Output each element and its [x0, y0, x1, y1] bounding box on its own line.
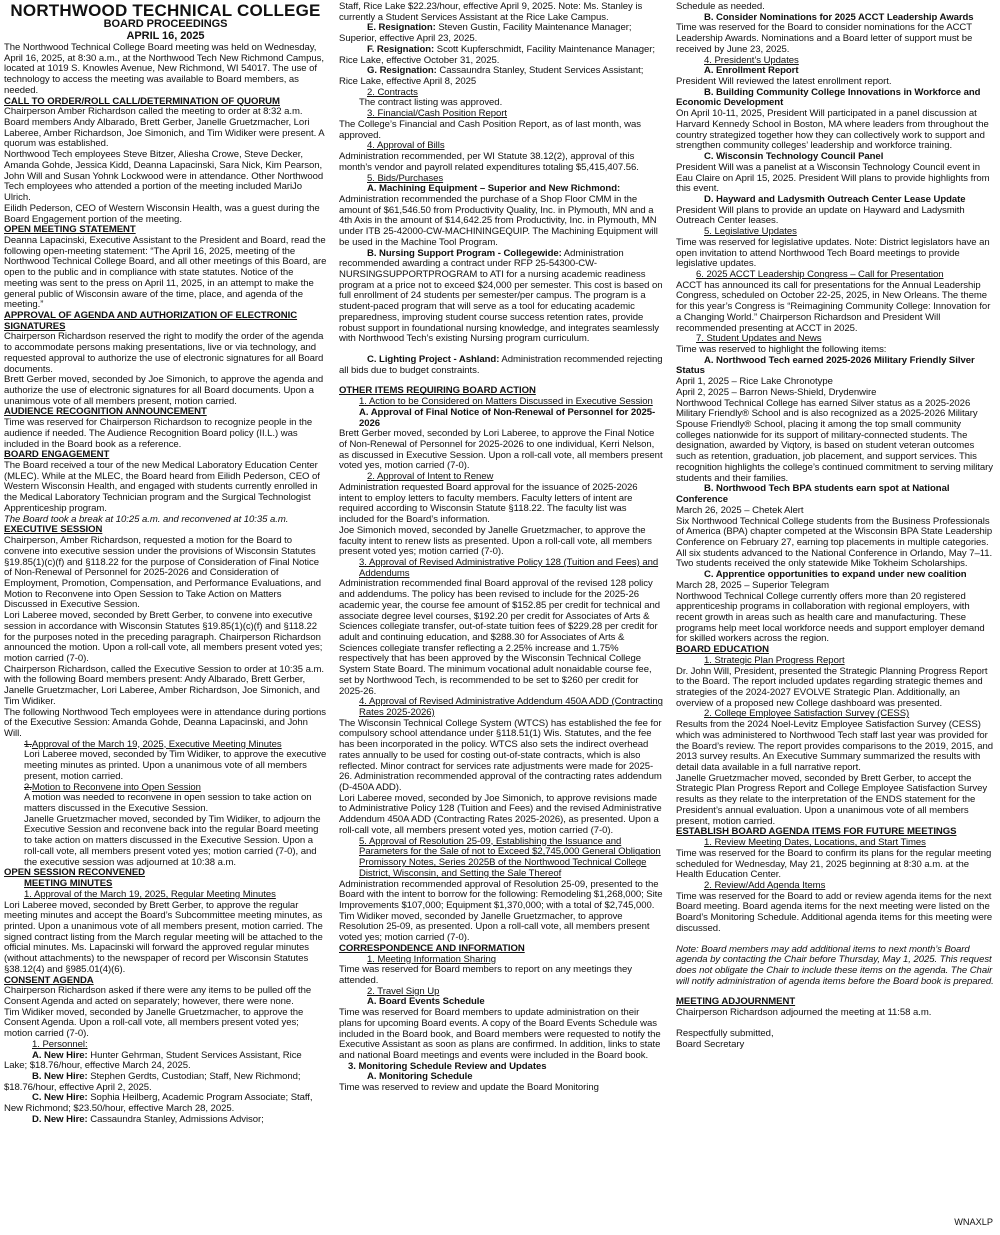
agenda-item-title: 1. Meeting Information Sharing [367, 953, 497, 965]
paragraph: Time was reserved for Board members to report on any meetings they attended. [339, 964, 632, 986]
agenda-item-title: 1. Strategic Plan Progress Report [704, 654, 845, 666]
paragraph: Chairperson Richardson, called the Executive Session to order at 10:35 a.m. with the following Board members present: Andy Albarado, Brett Gerber, Janelle Gruetzmacher, Lori Laberee, Amber Richardson, Joe Simonich, and Tim Widiker. [4, 663, 324, 707]
paragraph: President Will was a panelist at a Wisconsin Technology Council event in Eau Claire on April 15, 2025. President Will plans to provide highlights from this event. [676, 161, 990, 195]
item-text: Cassaundra Stanley, Student Services Assistant; Rice Lake, effective April 8, 2025 [339, 65, 644, 88]
labeled-item [339, 23, 663, 44]
paragraph: Administration requested Board approval for the issuance of 2025-2026 intent to employ letters to faculty members. Faculty letters of intent are required according to Wisconsin Statute §118.22. The faculty list was included for the Board’s information. [339, 481, 638, 526]
paragraph: Northwood Technical College currently offers more than 20 registered apprenticeship programs in collaboration with regional employers, with recent growth in areas such as health care and manufacturing. These programs help meet local workforce needs and support employer demand for skilled workers across the region. [676, 590, 985, 645]
paragraph: Schedule as needed. [676, 1, 765, 12]
labeled-item [339, 355, 663, 376]
labeled-item [676, 484, 996, 505]
labeled-item [676, 88, 996, 109]
paragraph: March 26, 2025 – Chetek Alert [676, 504, 804, 516]
section-heading: OPEN MEETING STATEMENT [4, 224, 136, 236]
item-text: Steven Gustin, Facility Maintenance Manager; Superior, effective April 23, 2025. [339, 22, 632, 45]
agenda-item-title: 4. President’s Updates [704, 54, 799, 66]
paragraph: Northwood Technical College has earned Silver status as a 2025-2026 Military Friendly® School and is also recognized as a 2025-2026 Military Spouse Friendly® School, placing it among the top small community colleges nationwide for its support of military-connected students. The designation, awarded by Viqtory, is based on student veteran outcomes such as retention, graduation, job placement, and support services. This recognition highlights the college’s continued commitment to serving military students and their families. [676, 397, 994, 484]
paragraph: Lori Laberee moved, seconded by Joe Simonich, to approve revisions made to Administrative Policy 128 (Tuition and Fees) and the revised Administrative Addendum 450A ADD (Contracting Rates 2025-2026), as presented. Upon a roll-call vote, all members present voted yes, motion carried (7-0). [339, 792, 662, 836]
paragraph: Chairperson, Amber Richardson, requested a motion for the Board to convene into executive session under the provisions of Wisconsin Statutes §19.85(1)(c)(f) and §118.22 for the purpose of Consideration of Final Notice of Non-Renewal of Personnel for 2025-2026 and Consideration of Employment, Promotion, Compensation, and Performance Evaluations, and Motion to Reconvene into Open Session to Take Action on Matters Discussed in Executive Session. [4, 535, 322, 611]
document-date: APRIL 16, 2025 [126, 29, 205, 42]
paragraph: Time was reserved for Chairperson Richardson to recognize people in the audience if needed. The Audience Recognition Board policy (II.L.) was included in the Board book as a reference. [4, 417, 313, 450]
note-paragraph: The Board took a break at 10:25 a.m. and reconvened at 10:35 a.m. [4, 513, 289, 525]
item-heading: A. Board Events Schedule [367, 996, 485, 1008]
paragraph: President Will reviewed the latest enrollment report. [676, 76, 892, 88]
agenda-item-title: 1. Action to be Considered on Matters Discussed in Executive Session [359, 396, 653, 408]
item-label: B. Building Community College Innovations in Workforce and Economic Development [676, 86, 981, 109]
paragraph: Administration recommended approval of Resolution 25-09, presented to the Board with the intent to borrow for the following: Remodeling $1,268,000; Site Improvements $107,000; Equipment $1,370,000; with a total of $2,745,000. [339, 878, 663, 911]
paragraph: Results from the 2024 Noel-Levitz Employee Satisfaction Survey (CESS) which was administered to Northwood Tech staff last year was provided for the Board’s review. The report provides comparisons to the 2019, 2015, and 2013 survey results. An Executive Summary summarized the results with detail data available in a full narrative report. [676, 719, 994, 774]
agenda-item-title: 7. Student Updates and News [696, 333, 822, 345]
item-text: Sophia Heilberg, Academic Program Associate; Staff, New Richmond; $23.50/hour, effective March 28, 2025. [4, 1092, 313, 1115]
paragraph: Eilidh Pederson, CEO of Western Wisconsin Health, was a guest during the Board Engagement portion of the meeting. [4, 202, 320, 225]
agenda-item-title: 3. Approval of Revised Administrative Policy 128 (Tuition and Fees) and Addendums [359, 556, 659, 579]
paragraph: Administration recommended, per WI Statute 38.12(2), approval of this month’s vendor and payroll related expenditures totaling $5,415,407.56. [339, 151, 639, 173]
paragraph: Board Secretary [676, 1038, 745, 1050]
item-title: Motion to Reconvene into Open Session [31, 781, 201, 793]
paragraph: Time was reserved for the Board to consider nominations for the ACCT Leadership Awards. Nominations and a Board letter of support must be received by June 23, 2025. [676, 22, 973, 55]
agenda-item-title: 2. Review/Add Agenda Items [704, 879, 826, 891]
paragraph: The following Northwood Tech employees were in attendance during portions of the Executive Session: Amanda Gohde, Deanna Lapacinski, and John Will. [4, 706, 327, 739]
paragraph: Time was reserved to review and update the Board Monitoring [339, 1082, 599, 1094]
item-label: D. Hayward and Ladysmith Outreach Center Lease Update [704, 193, 966, 205]
paragraph: Time was reserved for legislative updates. Note: District legislators have an open invitation to attend Northwood Tech Board meetings to provide legislative updates. [676, 236, 990, 270]
column-3-text [676, 2, 996, 1050]
labeled-item [676, 356, 996, 377]
agenda-item-title: 2. Approval of Intent to Renew [367, 471, 494, 483]
item-label: E. Resignation: [367, 22, 436, 34]
agenda-item-title: 4. Approval of Bills [367, 140, 445, 152]
agenda-item-title: 3. Financial/Cash Position Report [367, 108, 508, 120]
section-heading: CORRESPONDENCE AND INFORMATION [339, 942, 525, 954]
item-label: B. Nursing Support Program - Collegewide: [367, 247, 562, 259]
agenda-item-title: 1. Approval of the March 19, 2025, Regular Meeting Minutes [24, 888, 276, 900]
item-label: B. Northwood Tech BPA students earn spot at National Conference [676, 483, 950, 506]
paragraph: Time was reserved for Board members to update administration on their plans for upcoming Board events. A copy of the Board Events Schedule was included in the Board book, and Board members were requested to notify the Executive Assistant as soon as plans are confirmed. In addition, links to state and national Board meetings and events were included in the Board book. [339, 1007, 661, 1061]
section-heading: OPEN SESSION RECONVENED [4, 867, 146, 879]
item-title: Approval of the March 19, 2025, Executive Meeting Minutes [31, 738, 282, 750]
paragraph: The Board received a tour of the new Medical Laboratory Education Center (MLEC). While at the MLEC, the Board heard from Eilidh Pederson, CEO of Western Wisconsin Health, and engaged with students currently enrolled in the Medical Laboratory Technician program and the Surgical Technologist Apprenticeship program. [4, 460, 320, 514]
publication-code: WNAXLP [954, 1217, 993, 1227]
item-label: A. Northwood Tech earned 2025-2026 Military Friendly Silver Status [676, 354, 975, 377]
item-label: A. Machining Equipment – Superior and New Richmond: [367, 183, 621, 195]
paragraph: Six Northwood Technical College students from the Business Professionals of America (BPA) chapter competed at the Wisconsin BPA State Leadership Conference on February 27, earning top placements in multiple categories. All six students advanced to the National Conference in Orlando, May 7–11. Two students received the only statewide Mike Tokheim Scholarships. [676, 515, 993, 570]
paragraph: Janelle Gruetzmacher moved, seconded by Brett Gerber, to accept the Strategic Plan Progress Report and College Employee Satisfaction Survey results as they relate to the interpretation of the ENDS statement for the President’s annual evaluation. Upon a unanimous vote of all members present, motion carried. [676, 772, 988, 827]
paragraph: Brett Gerber moved, seconded by Joe Simonich, to approve the agenda and authorize the use of electronic signatures for all Board documents. Upon a unanimous vote of all members present, motion carried. [4, 374, 324, 407]
item-label: C. Apprentice opportunities to expand under new coalition [704, 569, 967, 581]
section-heading: APPROVAL OF AGENDA AND AUTHORIZATION OF ELECTRONIC SIGNATURES [4, 309, 298, 332]
item-text: Scott Kupferschmidt, Facility Maintenance Manager; Rice Lake, effective October 31, 2025. [339, 43, 655, 66]
section-subheading: MEETING MINUTES [24, 878, 113, 890]
struck-number: 1. [24, 738, 32, 750]
labeled-item [4, 1115, 327, 1126]
item-heading: 3. Monitoring Schedule Review and Updates [348, 1060, 547, 1072]
agenda-item-title: 6. 2025 ACCT Leadership Congress – Call for Presentation [696, 268, 944, 280]
paragraph: Lori Laberee moved, seconded by Brett Gerber, to convene into executive session in accordance with Wisconsin Statutes §19.85(1)(c)(f) and §118.22 for the purposes noted in the preceding paragraph. Chairperson Richardson announced the motion. Upon a roll-call vote, all members present voted yes; motion carried (7-0). [4, 610, 323, 664]
paragraph: Deanna Lapacinski, Executive Assistant to the President and Board, read the following open-meeting statement: “The April 16, 2025, meeting of the Northwood Technical College Board, and all other meetings of this Board, are open to the public and in compliance with state statutes. Notice of the meeting was sent to the press on April 11, 2025, in an attempt to make the general public of Wisconsin aware of the time, place, and agenda of the meeting.” [4, 234, 327, 311]
labeled-item [4, 1072, 327, 1093]
paragraph: Respectfully submitted, [676, 1027, 774, 1039]
item-label: C. Lighting Project - Ashland: [367, 354, 500, 365]
paragraph: Chairperson Richardson reserved the right to modify the order of the agenda to accommodate persons making presentations, live or via technology, and requested approval to authorize the use of electronic signatures for all Board documents. [4, 331, 324, 375]
paragraph: Chairperson Richardson adjourned the meeting at 11:58 a.m. [676, 1007, 932, 1019]
document-subtitle: BOARD PROCEEDINGS [103, 18, 228, 30]
agenda-item-title: 1. Personnel: [32, 1038, 88, 1050]
paragraph: March 28, 2025 – Superior Telegram [676, 579, 830, 591]
section-heading: MEETING ADJOURNMENT [676, 996, 796, 1008]
agenda-item-title: 5. Legislative Updates [704, 226, 797, 238]
labeled-item [4, 1051, 327, 1072]
paragraph: Time was reserved for the Board to add or review agenda items for the next Board meeting. Board agenda items for the next meeting were listed on the Board’s Monitoring Schedule. Additional agenda items for this meeting were discussed. [676, 890, 993, 934]
agenda-item-title: 1. Review Meeting Dates, Locations, and Start Times [704, 837, 926, 849]
labeled-item [339, 66, 663, 87]
column-1 [4, 2, 327, 1126]
paragraph: Time was reserved for the Board to confirm its plans for the regular meeting scheduled for Wednesday, May 21, 2025 beginning at 8:30 a.m. at the Health Education Center. [676, 847, 992, 881]
section-heading: EXECUTIVE SESSION [4, 524, 103, 536]
item-label: B. New Hire: [32, 1071, 88, 1082]
paragraph: April 2, 2025 – Barron News-Shield, Drydenwire [676, 386, 877, 398]
labeled-item [339, 45, 663, 66]
section-heading: CONSENT AGENDA [4, 974, 94, 986]
note-paragraph: Note: Board members may add additional items to next month’s Board agenda by contacting the Chair before Thursday, May 1, 2025. This request does not obligate the Chair to include these items on the agenda. The Chair will notify administration of agenda items before the Board book is prepared. [676, 943, 994, 987]
indented-paragraph: Lori Laberee moved, seconded by Tim Widiker, to approve the executive meeting minutes as printed. Upon a unanimous vote of all members present, motion carried. [24, 749, 327, 782]
paragraph: The Wisconsin Technical College System (WTCS) has established the fee for compulsory school attendance under §118.51(1) Wis. Statutes, and the fee has been incorporated in the policy. WTCS also sets the indirect overhead rates annually to be used for costing out-of-state contracts, which is also reflected. Minor contract for services rate adjustments were made for 2025-26. Administration recommended approval of the contracting rates addendum (D-450A ADD). [339, 717, 662, 794]
item-label: G. Resignation: [367, 65, 437, 77]
paragraph: Tim Widiker moved, seconded by Janelle Gruetzmacher, to approve the Consent Agenda. Upon a roll-call vote, all members present voted yes; motion carried (7-0). [4, 1006, 304, 1040]
section-heading: OTHER ITEMS REQUIRING BOARD ACTION [339, 385, 536, 397]
item-label: A. New Hire: [32, 1049, 88, 1061]
item-text: Administration recommended awarding a contract under RFP 25-54300-CW-NURSINGSUPPORTPROGRAM to ATI for a nursing academic readiness program at a price not to exceed $24,000 per semester. This cost is based on full enrollment of 24 students per semester/per campus. The program is a student-paced program that will serve as a tool for educating academic preparedness, improving student course success retention rates, provide robust support in foundational nursing knowledge, and integrates seamlessly with Northwood Tech’s existing Nursing program curriculum. [339, 247, 663, 345]
paragraph: Chairperson Amber Richardson called the meeting to order at 8:32 a.m. Board members Andy Albarado, Brett Gerber, Janelle Gruetzmacher, Lori Laberee, Amber Richardson, Joe Simonich, and Tim Widiker were present. A quorum was established. [4, 106, 325, 150]
section-heading: ESTABLISH BOARD AGENDA ITEMS FOR FUTURE MEETINGS [676, 826, 957, 838]
paragraph: Brett Gerber moved, seconded by Lori Laberee, to approve the Final Notice of Non-Renewal of Personnel for 2025-2026 to one individual, Kerri Nelson, as discussed in Executive Session. Upon a roll-call vote, all members present voted yes, motion carried (7-0). [339, 428, 663, 472]
paragraph: ACCT has announced its call for presentations for the Annual Leadership Congress, scheduled on October 22-25, 2025, in New Orleans. The theme for this year’s Congress is “Reimagining Community College: Innovation for a Changing World.” Chairperson Richardson and President Will recommended presenting at ACCT in 2025. [676, 279, 991, 334]
column-3 [676, 2, 996, 1050]
agenda-item-title: 2. College Employee Satisfaction Survey (CESS) [704, 708, 910, 720]
paragraph: President Will plans to provide an update on Hayward and Ladysmith Outreach Center leases. [676, 204, 965, 227]
column-1-text [4, 43, 327, 1126]
item-label: C. New Hire: [32, 1092, 88, 1104]
section-heading: BOARD ENGAGEMENT [4, 449, 110, 461]
labeled-item [339, 184, 663, 248]
paragraph: April 1, 2025 – Rice Lake Chronotype [676, 376, 833, 388]
paragraph: Dr. John Will, President, presented the Strategic Planning Progress Report to the Board. The report included updates regarding strategic themes and strategies of the 2024-2027 EVOLVE Strategic Plan. Additionally, an overview of a proposed new College dashboard was presented. [676, 665, 988, 709]
paragraph: Joe Simonich moved, seconded by Janelle Gruetzmacher, to approve the faculty intent to renew lists as presented. Upon a roll-call vote, all members present voted yes; motion carried (7-0). [339, 524, 652, 558]
section-heading: CALL TO ORDER/ROLL CALL/DETERMINATION OF QUORUM [4, 95, 280, 107]
item-text: Administration recommended the purchase of a Shop Floor CMM in the amount of $61,546.50 from Productivity Quality, Inc. in Plymouth, MN and a 4th Axis in the amount of $14,642.25 from Productivity, Inc. in Plymouth, MN under ITB 25-42000-CW-MACHININGEQUIP. The Machining Equipment will be used in the Machine Tool Program. [339, 193, 658, 248]
item-heading: A. Monitoring Schedule [367, 1071, 473, 1083]
item-label: F. Resignation: [367, 43, 435, 55]
item-text: Administration recommended rejecting all bids due to budget constraints. [339, 354, 663, 376]
item-heading: A. Enrollment Report [704, 65, 799, 77]
labeled-item [339, 249, 663, 345]
agenda-item-title: 2. Contracts [367, 86, 418, 98]
paragraph: Northwood Tech employees Steve Bitzer, Aliesha Crowe, Steve Decker, Amanda Gohde, Jessica Kidd, Deanna Lapacinski, Sara Nick, Kim Pearson, John Will and Susan Yohnk Lockwood were in attendance. Other Northwood Tech employees who attended a portion of the meeting included MariJo Ulrich. [4, 149, 324, 204]
item-text: Stephen Gerdts, Custodian; Staff, New Richmond; $18.76/hour, effective April 2, 2025. [4, 1071, 301, 1093]
agenda-item-title: 2. Travel Sign Up [367, 985, 440, 997]
document-title: NORTHWOOD TECHNICAL COLLEGE [10, 1, 321, 20]
column-2 [339, 2, 663, 1094]
paragraph: Time was reserved to highlight the following items: [676, 344, 887, 355]
item-label: D. New Hire: [32, 1113, 88, 1125]
paragraph: The College’s Financial and Cash Position Report, as of last month, was approved. [339, 118, 641, 141]
paragraph: On April 10-11, 2025, President Will participated in a panel discussion at Harvard Kennedy School in Boston, MA where leaders from throughout the country strategized together how they can collectively work to support and strengthen community colleges’ leadership and workforce training. [676, 108, 989, 152]
paragraph: Chairperson Richardson asked if there were any items to be pulled off the Consent Agenda and acted on separately; however, there were none. [4, 985, 312, 1007]
paragraph: Tim Widiker moved, seconded by Janelle Gruetzmacher, to approve Resolution 25-09, as presented. Upon a roll-call vote, all members present voted yes; motion carried (7-0). [339, 910, 650, 944]
agenda-item-title: 5. Approval of Resolution 25-09, Establishing the Issuance and Parameters for the Sale of not to Exceed $2,745,000 General Obligation Promissory Notes, Series 2025B of the Northwood Technical College District, Wisconsin, and Setting the Sale Thereof [359, 835, 661, 879]
item-label: B. Consider Nominations for 2025 ACCT Leadership Awards [704, 11, 974, 23]
paragraph: Lori Laberee moved, seconded by Brett Gerber, to approve the regular meeting minutes and accept the Board’s Subcommittee meeting minutes, as printed. Upon a unanimous vote of all members present, motion carried. The signed contract listing from the March regular meeting will be attached to the official minutes. Ms. Lapacinski will forward the approved regular minutes (without attachments) to the newspaper of record per Wisconsin Statutes §38.12(4) and §985.01(4)(6). [4, 899, 323, 975]
item-heading: C. Wisconsin Technology Council Panel [704, 151, 884, 163]
indented-paragraph: The contract listing was approved. [359, 97, 503, 109]
indented-paragraph: Janelle Gruetzmacher moved, seconded by Tim Widiker, to adjourn the Executive Session and reconvene back into the regular Board meeting to take action on matters discussed in the Executive Session. Upon a roll-call vote, all members present voted yes; motion carried (7-0), and the executive session was adjourned at 10:38 a.m. [24, 813, 321, 868]
item-text: Hunter Gehrman, Student Services Assistant, Rice Lake; $18.76/hour, effective March 24, 2025. [4, 1049, 302, 1072]
labeled-item [4, 1093, 327, 1114]
struck-number: 2. [24, 781, 32, 793]
agenda-item-title: 5. Bids/Purchases [367, 172, 444, 184]
item-heading: A. Approval of Final Notice of Non-Renewal of Personnel for 2025-2026 [359, 406, 656, 429]
paragraph: Administration recommended final Board approval of the revised 128 policy and addendums. The policy has been revised to include for the 2025-26 academic year, the course fee amount of $152.85 per credit for technical and associate degree level courses, $192.20 per credit for Associates of Arts & Sciences collegiate transfer, out-of-state tuition fees of $229.28 per credit for adult and continuing education, and $288.30 for Associates of Arts & Sciences collegiate transfer reflecting a 2.25% increase and 1.75% respectively that has been approved by the Wisconsin Technical College System State Board. The minimum vocational adult nonaidable course fee, set by Northwood Tech, is recommended to be set to $260 per credit for 2025-26. [339, 578, 660, 697]
item-text: Cassaundra Stanley, Admissions Advisor; [87, 1113, 264, 1125]
section-heading: BOARD EDUCATION [676, 644, 769, 656]
paragraph: The Northwood Technical College Board meeting was held on Wednesday, April 16, 2025, at 8:30 a.m., at the Northwood Tech New Richmond Campus, located at 1019 S. Knowles Avenue, New Richmond, WI 54017. The use of technology to access the meeting was available to Board members, as needed. [4, 42, 324, 96]
agenda-item-title: 4. Approval of Revised Administrative Addendum 450A ADD (Contracting Rates 2025-2026) [359, 696, 663, 718]
section-heading: AUDIENCE RECOGNITION ANNOUNCEMENT [4, 406, 207, 418]
paragraph: Staff, Rice Lake $22.23/hour, effective April 9, 2025. Note: Ms. Stanley is currently a Student Services Assistant at the Rice Lake Campus. [339, 1, 643, 23]
column-2-text [339, 2, 663, 1094]
indented-paragraph: A motion was needed to reconvene in open session to take action on matters discussed in the Executive Session. [24, 792, 312, 815]
